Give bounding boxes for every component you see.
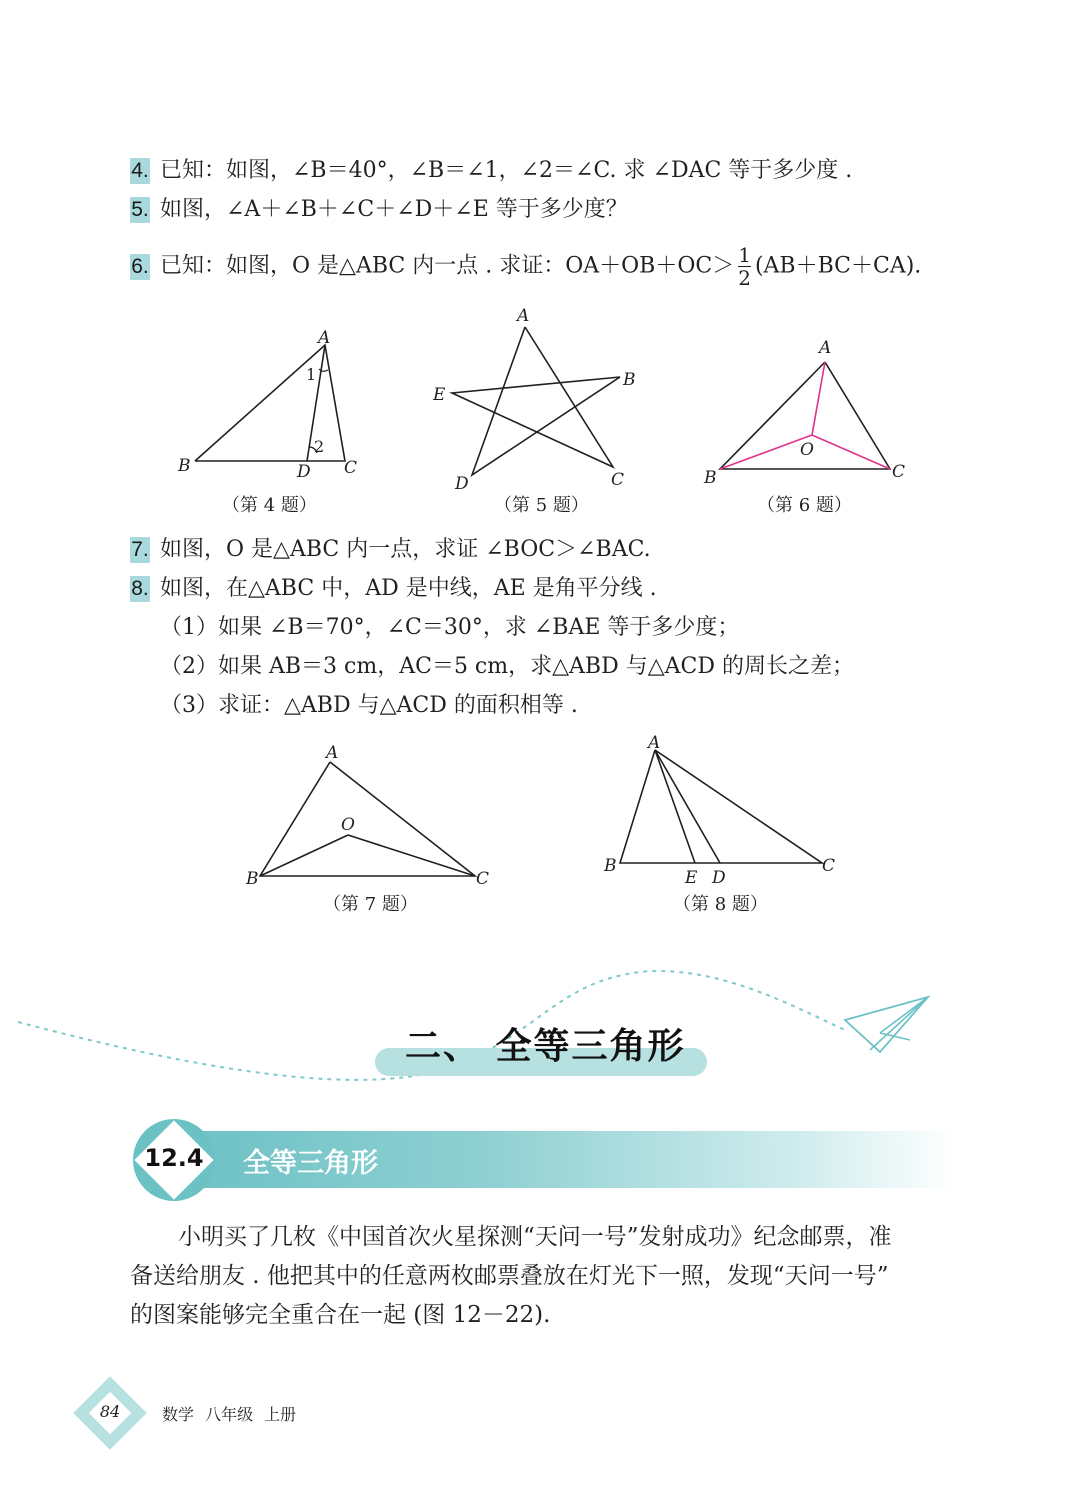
label-A: A [819, 338, 832, 358]
problem-8-part-3: （3）求证：△ABD 与△ACD 的面积相等 . [160, 693, 578, 718]
figure-5 [425, 305, 645, 495]
caption-4: （第 4 题） [222, 495, 317, 516]
problem-number: 4. [131, 159, 149, 182]
figure-7 [240, 740, 500, 890]
problem-text: 如图，∠A＋∠B＋∠C＋∠D＋∠E 等于多少度？ [160, 197, 628, 222]
problem-number: 5. [131, 198, 149, 221]
label-C: C [822, 856, 836, 876]
label-C: C [892, 462, 906, 482]
label-D: D [297, 462, 311, 482]
problem-8-part-1: （1）如果 ∠B＝70°，∠C＝30°，求 ∠BAE 等于多少度； [160, 615, 740, 640]
problem-text-end: (AB＋BC＋CA). [754, 253, 922, 279]
problem-text: 已知：如图，∠B＝40°，∠B＝∠1，∠2＝∠C. 求 ∠DAC 等于多少度 . [160, 158, 853, 183]
label-A: A [517, 306, 530, 326]
caption-8: （第 8 题） [673, 894, 768, 915]
problem-text: 已知：如图，O 是△ABC 内一点 . 求证：OA＋OB＋OC＞ [160, 253, 735, 279]
label-D: D [712, 868, 726, 888]
label-B: B [604, 856, 617, 876]
label-1: 1 [306, 365, 317, 384]
label-E: E [685, 868, 698, 888]
caption-6: （第 6 题） [757, 495, 852, 516]
label-B: B [623, 370, 636, 390]
paper-plane-icon [845, 997, 928, 1052]
problem-number: 8. [131, 577, 149, 600]
label-C: C [476, 869, 490, 889]
problem-8 [130, 574, 657, 604]
caption-7: （第 7 题） [323, 894, 418, 915]
problem-6 [130, 244, 921, 289]
section-title: 二、 全等三角形 [405, 1026, 686, 1067]
paragraph-line-2: 备送给朋友 . 他把其中的任意两枚邮票叠放在灯光下一照，发现“天问一号” [130, 1263, 889, 1289]
label-O: O [800, 440, 814, 460]
caption-5: （第 5 题） [494, 495, 589, 516]
label-C: C [344, 458, 358, 478]
problem-5 [130, 195, 628, 225]
problem-number: 7. [131, 538, 149, 561]
fraction-denominator: 2 [738, 266, 751, 290]
label-C: C [611, 470, 625, 490]
label-B: B [704, 468, 717, 488]
label-B: B [246, 869, 259, 889]
paragraph-line-3: 的图案能够完全重合在一起 (图 12－22). [130, 1302, 551, 1328]
figure-8 [600, 733, 845, 888]
problem-4 [130, 156, 852, 186]
problem-text: 如图，在△ABC 中，AD 是中线，AE 是角平分线 . [160, 576, 657, 601]
footer-book-title: 数学 八年级 上册 [162, 1405, 297, 1424]
label-2: 2 [314, 437, 325, 456]
figure-6 [700, 335, 920, 490]
subsection-title: 全等三角形 [243, 1148, 378, 1179]
problem-text: 如图，O 是△ABC 内一点，求证 ∠BOC＞∠BAC. [160, 537, 651, 562]
label-O: O [341, 815, 355, 835]
label-A: A [326, 743, 339, 763]
paragraph-line-1: 小明买了几枚《中国首次火星探测“天问一号”发射成功》纪念邮票，准 [178, 1224, 892, 1250]
problem-number: 6. [131, 254, 149, 278]
label-D: D [455, 474, 469, 494]
label-A: A [318, 328, 331, 348]
problem-8-part-2: （2）如果 AB＝3 cm，AC＝5 cm，求△ABD 与△ACD 的周长之差； [160, 654, 854, 679]
fraction [738, 244, 751, 289]
label-B: B [178, 456, 191, 476]
subsection-number: 12.4 [144, 1144, 204, 1172]
figure-4 [170, 325, 370, 485]
fraction-numerator: 1 [738, 243, 751, 267]
label-E: E [433, 385, 446, 405]
problem-7 [130, 535, 651, 565]
page-number: 84 [99, 1402, 121, 1421]
label-A: A [648, 733, 661, 753]
